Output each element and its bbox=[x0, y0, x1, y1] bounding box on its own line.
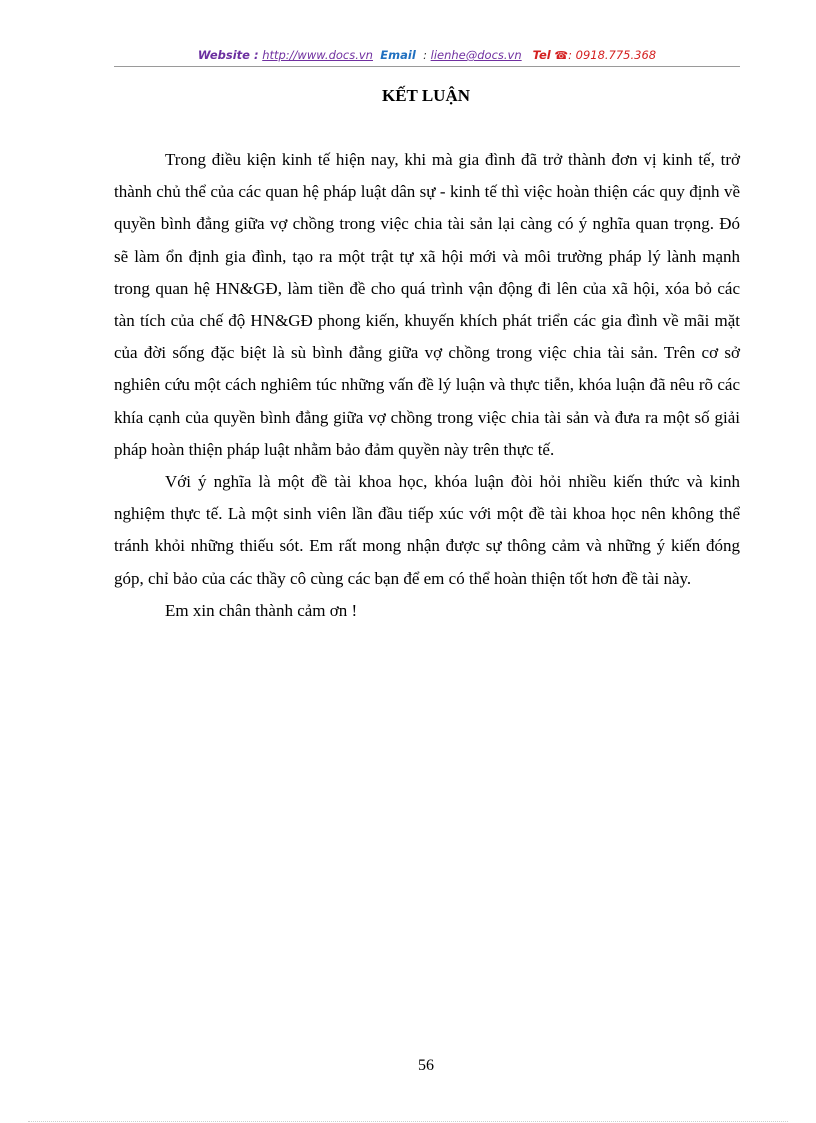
phone-number: : 0918.775.368 bbox=[568, 48, 657, 62]
phone-icon: ☎ bbox=[554, 49, 569, 62]
document-body bbox=[114, 144, 740, 627]
paragraph-3: Em xin chân thành cảm ơn ! bbox=[165, 600, 358, 620]
email-separator: : bbox=[423, 48, 427, 62]
paragraph-1: Trong điều kiện kinh tế hiện nay, khi mà gia đình đã trở thành đơn vị kinh tế, trở thành chủ thể của các quan hệ pháp luật dân sự - kinh tế thì việc hoàn thiện các quy định về quyền bình đẳng giữa vợ chồng trong việc chia tài sản lại càng có ý nghĩa quan trọng. Đó sẽ làm ổn định gia đình, tạo ra một trật tự xã hội mới và môi trường pháp lý lành mạnh trong quan hệ HN&GĐ, làm tiền đề cho quá trình vận động đi lên của xã hội, xóa bỏ các tàn tích của chế độ HN&GĐ phong kiến, khuyến khích phát triển các gia đình về mãi mặt của đời sống đặc biệt là sù bình đẳng giữa vợ chồng trong việc chia tài sản. Trên cơ sở nghiên cứu một cách nghiêm túc những vấn đề lý luận và thực tiễn, khóa luận đã nêu rõ các khía cạnh của quyền bình đẳng giữa vợ chồng trong việc chia tài sản và đưa ra một số giải pháp hoàn thiện pháp luật nhằm bảo đảm quyền này trên thực tế. bbox=[114, 150, 740, 459]
page-header bbox=[114, 48, 740, 62]
footer-divider bbox=[28, 1121, 788, 1122]
email-label: Email bbox=[380, 48, 416, 62]
page-title: KẾT LUẬN bbox=[381, 86, 470, 105]
website-link[interactable]: http://www.docs.vn bbox=[262, 48, 373, 62]
tel-label: Tel bbox=[532, 48, 551, 62]
page-number: 56 bbox=[418, 1057, 434, 1074]
website-label: Website : bbox=[197, 48, 259, 62]
paragraph-2: Với ý nghĩa là một đề tài khoa học, khóa luận đòi hỏi nhiều kiến thức và kinh nghiệm thực tế. Là một sinh viên lần đầu tiếp xúc với một đề tài khoa học nên không thể tránh khỏi những thiếu sót. Em rất mong nhận được sự thông cảm và những ý kiến đóng góp, chỉ bảo của các thầy cô cùng các bạn để em có thể hoàn thiện tốt hơn đề tài này. bbox=[114, 472, 740, 588]
email-link[interactable]: lienhe@docs.vn bbox=[430, 48, 522, 62]
header-divider bbox=[114, 66, 740, 67]
